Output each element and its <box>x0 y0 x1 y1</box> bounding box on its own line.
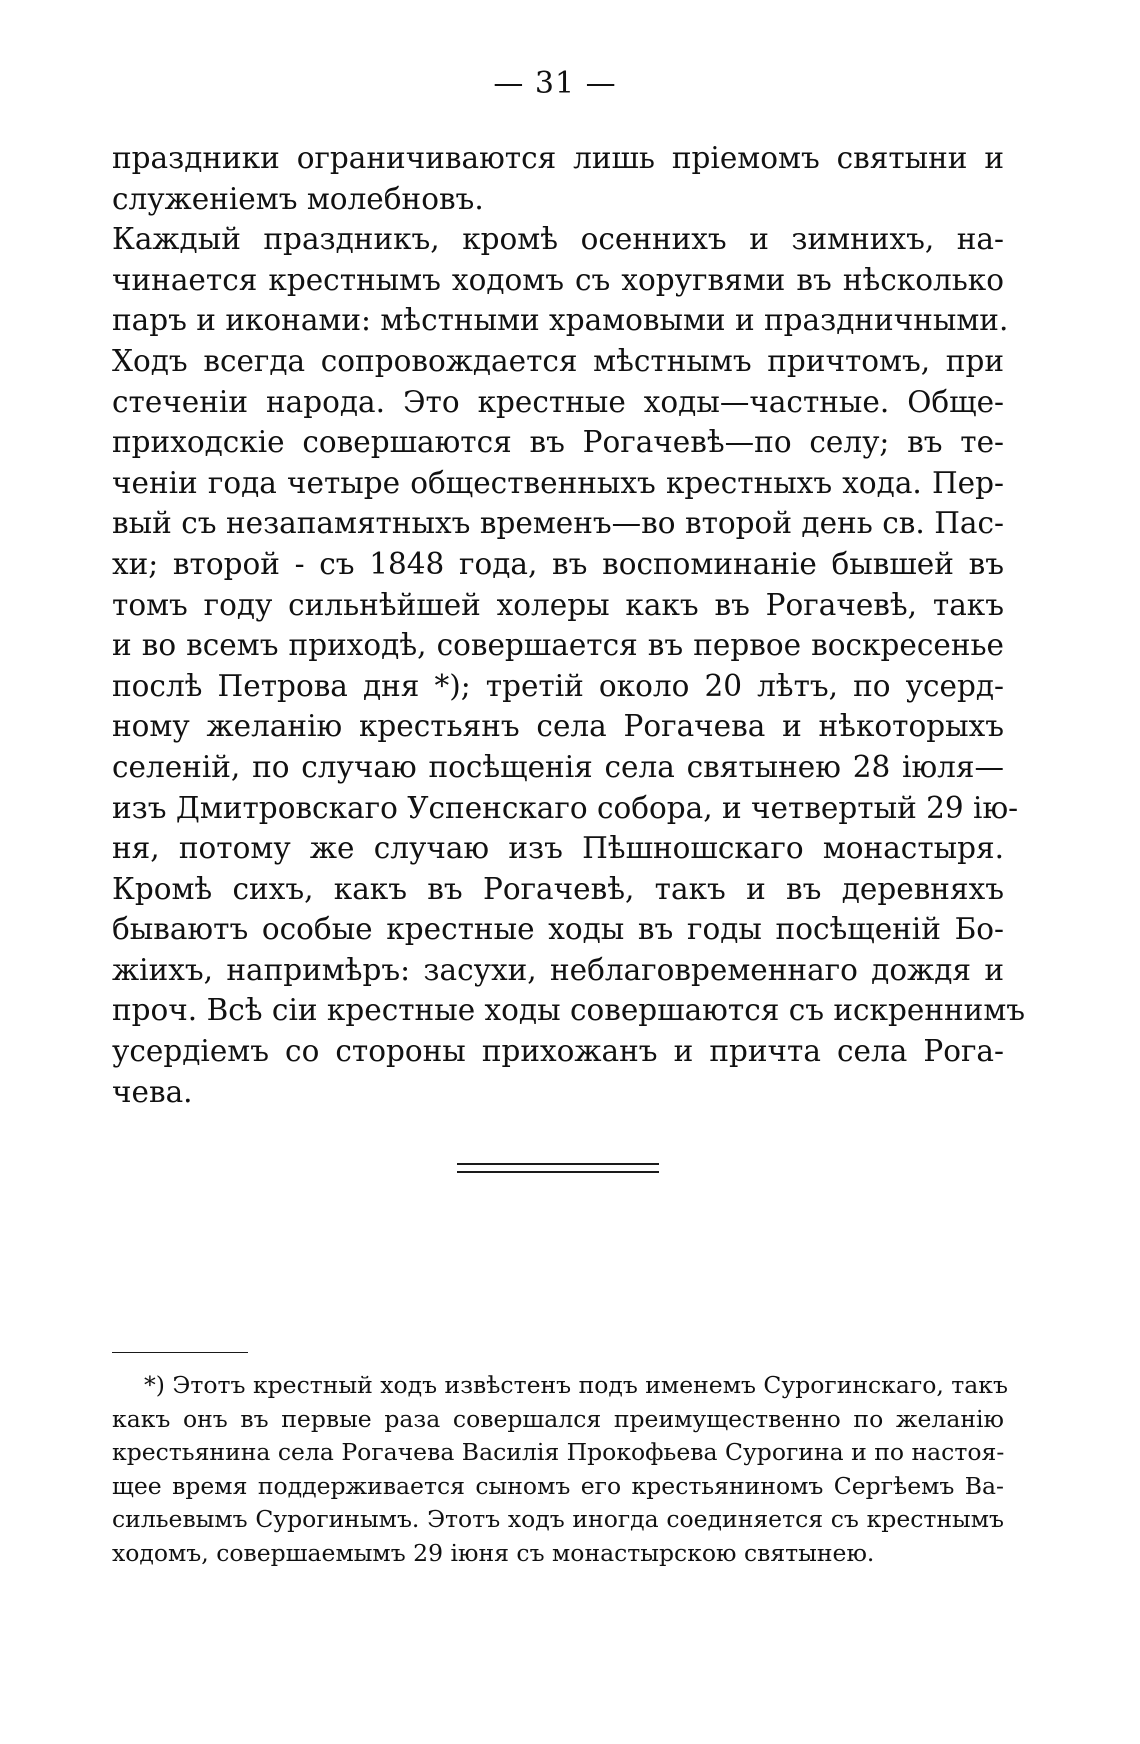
text-line: паръ и иконами: мѣстными храмовыми и праздничными. <box>112 303 1009 338</box>
footnote-line: ходомъ, совершаемымъ 29 іюня съ монастырскою святынею. <box>112 1538 875 1567</box>
text-line: ченіи года четыре общественныхъ крестныхъ хода. Пер- <box>112 465 1004 500</box>
text-line: чинается крестнымъ ходомъ съ хоругвями въ нѣсколько <box>112 262 1004 297</box>
footnote-separator <box>112 1352 248 1353</box>
section-divider-bottom-rule <box>457 1171 659 1173</box>
text-line: стеченіи народа. Это крестные ходы—частные. Обще- <box>112 384 1004 419</box>
footnote-line: какъ онъ въ первые раза совершался преимущественно по желанію <box>112 1404 1004 1433</box>
main-text <box>112 138 1026 1112</box>
text-line: бываютъ особые крестные ходы въ годы посѣщеній Бо- <box>112 912 1004 947</box>
text-line: праздники ограничиваются лишь пріемомъ святыни и <box>112 141 1004 175</box>
footnote-line: сильевымъ Сурогинымъ. Этотъ ходъ иногда соединяется съ крестнымъ <box>112 1505 1004 1533</box>
text-line: Ходъ всегда сопровождается мѣстнымъ причтомъ, при <box>112 343 1004 378</box>
page-number: — 31 — <box>493 66 617 101</box>
text-line: жіихъ, напримѣръ: засухи, неблаговременнаго дождя и <box>112 952 1004 987</box>
text-line: Каждый праздникъ, кромѣ осеннихъ и зимнихъ, на- <box>112 222 1004 257</box>
text-line: хи; второй - съ 1848 года, въ воспоминаніе бывшей въ <box>112 546 1004 581</box>
text-line: вый съ незапамятныхъ временъ—во второй день св. Пас- <box>112 506 1004 541</box>
text-line: чева. <box>112 1074 193 1109</box>
footnote <box>112 1369 1008 1570</box>
text-line: томъ году сильнѣйшей холеры какъ въ Рогачевѣ, такъ <box>112 587 1004 622</box>
text-line: усердіемъ со стороны прихожанъ и причта села Рога- <box>112 1034 1004 1069</box>
text-line: Кромѣ сихъ, какъ въ Рогачевѣ, такъ и въ деревняхъ <box>112 871 1004 906</box>
text-line: послѣ Петрова дня *); третій около 20 лѣтъ, по усерд- <box>112 668 1004 703</box>
text-line: проч. Всѣ сіи крестные ходы совершаются съ искреннимъ <box>112 993 1026 1028</box>
footnote-line: крестьянина села Рогачева Василія Прокофьева Сурогина и по настоя- <box>112 1438 1005 1466</box>
text-line: изъ Дмитровскаго Успенскаго собора, и четвертый 29 ію- <box>112 790 1019 825</box>
section-divider-top-rule <box>457 1163 659 1165</box>
text-line: приходскіе совершаются въ Рогачевѣ—по селу; въ те- <box>112 425 1004 460</box>
text-line: и во всемъ приходѣ, совершается въ первое воскресенье <box>112 628 1004 663</box>
footnote-line: *) Этотъ крестный ходъ извѣстенъ подъ именемъ Сурогинскаго, такъ <box>144 1371 1008 1399</box>
text-line: ному желанію крестьянъ села Рогачева и нѣкоторыхъ <box>112 709 1004 744</box>
footnote-line: щее время поддерживается сыномъ его крестьяниномъ Сергѣемъ Ва- <box>112 1471 1004 1500</box>
text-line: ня, потому же случаю изъ Пѣшношскаго монастыря. <box>112 831 1004 866</box>
text-line: селеній, по случаю посѣщенія села святынею 28 іюля— <box>112 749 1004 784</box>
text-line: служеніемъ молебновъ. <box>112 181 484 216</box>
